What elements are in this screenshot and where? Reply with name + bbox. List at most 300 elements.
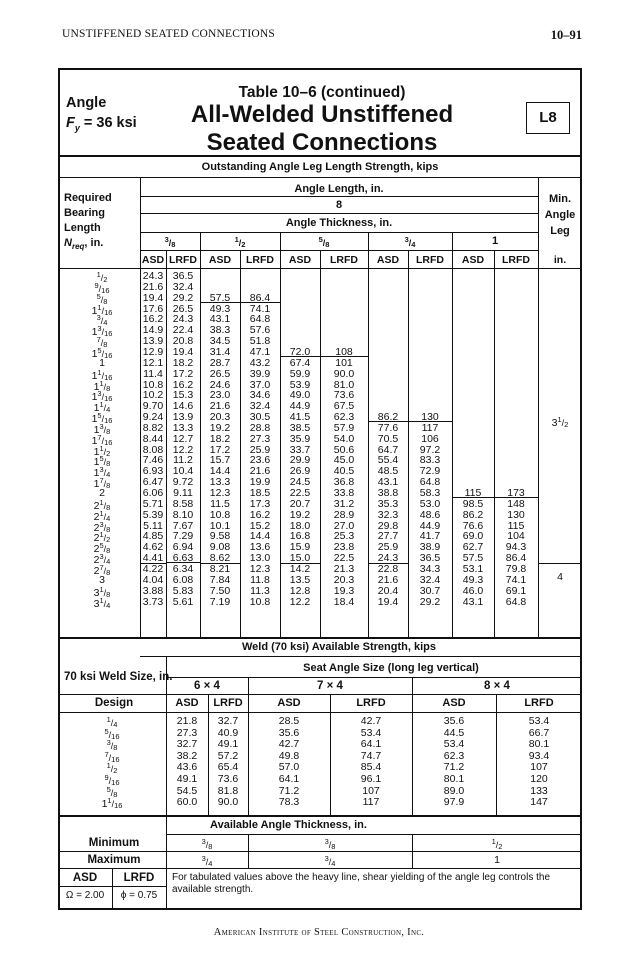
weld-cell: 49.1 (176, 773, 198, 785)
strength-cell: 13.9 (172, 411, 194, 424)
strength-cell: 8.44 (142, 432, 164, 445)
strength-cell: 27.3 (249, 432, 271, 445)
col-head-asd: ASD (461, 254, 485, 266)
max-thickness: $^3/_4$ (201, 854, 213, 868)
weld-cell: 96.1 (360, 773, 382, 785)
rule (248, 677, 249, 815)
strength-cell: 17.6 (142, 302, 164, 315)
strength-cell: 11.4 (143, 367, 163, 380)
strength-cell: 14.9 (142, 324, 164, 337)
rule (208, 694, 209, 815)
rule (280, 232, 281, 637)
weld-size: $^1/_4$ (106, 715, 118, 729)
n-value: $1^1/_2$ (93, 443, 111, 458)
strength-cell: 10.8 (142, 378, 164, 391)
strength-cell: 47.1 (249, 345, 271, 358)
weld-cell: 93.4 (528, 749, 550, 762)
rule (140, 196, 538, 197)
n-value: $1^7/_{16}$ (91, 432, 113, 447)
n-value: $1^7/_8$ (93, 476, 111, 491)
thickness-0: $^3/_8$ (164, 235, 176, 249)
rule (408, 250, 409, 637)
strength-cell: 148 (507, 497, 525, 510)
strength-cell: 21.6 (249, 465, 271, 478)
strength-cell: 48.5 (377, 465, 399, 478)
weld-cell: 32.7 (176, 738, 198, 751)
n-value: $2^3/_8$ (93, 519, 111, 534)
strength-cell: 6.63 (172, 552, 194, 565)
strength-cell: 32.3 (377, 508, 399, 521)
n-value: $1^3/_{16}$ (91, 324, 113, 339)
rule (412, 834, 413, 868)
strength-cell: 86.4 (249, 291, 271, 304)
strength-cell: 35.9 (289, 432, 311, 445)
strength-cell: 24.3 (377, 552, 399, 565)
strength-cell: 43.1 (377, 476, 399, 489)
angle-length-value: 8 (335, 199, 343, 211)
rule (58, 815, 582, 817)
strength-cell: 38.3 (209, 324, 231, 337)
min-leg-2: Angle (544, 209, 576, 221)
rule (58, 177, 582, 178)
n-value: $^5/_8$ (96, 291, 108, 306)
strength-cell: 9.08 (209, 541, 231, 554)
strength-cell: 67.4 (289, 356, 311, 369)
n-value: $1^3/_8$ (93, 421, 111, 436)
weld-cell: 43.6 (176, 761, 198, 774)
strength-cell: 12.3 (249, 562, 271, 575)
strength-cell: 13.5 (289, 573, 311, 586)
strength-cell: 32.4 (249, 400, 271, 413)
strength-cell: 74.1 (249, 302, 271, 315)
strength-cell: 11.3 (250, 584, 270, 597)
strength-cell: 6.34 (172, 562, 194, 575)
weld-cell: 89.0 (443, 784, 465, 797)
running-header: UNSTIFFENED SEATED CONNECTIONS (62, 28, 276, 40)
n-value: $1^1/_{16}$ (91, 367, 113, 382)
strength-cell: 7.29 (172, 530, 194, 543)
strength-cell: 34.5 (209, 335, 231, 348)
page-footer: American Institute of Steel Construction, Inc. (213, 927, 425, 938)
strength-cell: 20.3 (209, 411, 231, 424)
strength-cell: 9.24 (142, 411, 164, 424)
strength-cell: 43.1 (209, 313, 231, 326)
strength-cell: 54.0 (333, 432, 355, 445)
rule (58, 694, 582, 695)
strength-cell: 18.2 (172, 356, 194, 369)
strength-cell: 53.1 (462, 562, 484, 575)
strength-cell: 12.2 (172, 443, 194, 456)
weld-col-head: ASD (277, 697, 301, 709)
weld-size: $^1/_2$ (106, 761, 118, 776)
weld-cell: 38.2 (176, 749, 198, 762)
weld-cell: 73.6 (217, 773, 239, 785)
strength-cell: 86.2 (377, 411, 399, 424)
strength-cell: 7.46 (142, 454, 164, 467)
weld-col-head: LRFD (356, 697, 386, 709)
strength-cell: 64.8 (505, 595, 527, 608)
min-thickness: $^3/_8$ (201, 837, 213, 851)
min-leg-value-2: 4 (557, 570, 563, 583)
weld-cell: 107 (362, 784, 380, 797)
min-leg-unit: in. (553, 254, 567, 266)
strength-cell: 4.85 (142, 530, 164, 543)
strength-cell: 26.9 (289, 465, 311, 478)
table-title-line1: All-Welded Unstiffened (190, 101, 454, 128)
strength-cell: 14.6 (172, 400, 194, 413)
strength-cell: 17.2 (172, 367, 194, 380)
avail-thk-header: Available Angle Thickness, in. (210, 819, 367, 831)
rule (496, 694, 497, 815)
strength-cell: 8.10 (172, 508, 194, 521)
strength-cell: 10.8 (249, 595, 271, 608)
rule (58, 851, 582, 852)
col-head-lrfd: LRFD (502, 254, 530, 266)
strength-cell: 48.6 (419, 508, 441, 521)
rule (538, 563, 582, 564)
col-head-lrfd: LRFD (330, 254, 358, 266)
strength-cell: 49.3 (209, 302, 231, 315)
weld-cell: 64.1 (278, 773, 300, 785)
asd-label: ASD (72, 872, 98, 884)
n-value: $1^5/_8$ (93, 454, 111, 469)
strength-cell: 5.61 (172, 595, 194, 608)
weld-cell: 62.3 (443, 749, 465, 762)
min-thickness: $^3/_8$ (324, 837, 336, 851)
strength-cell: 38.5 (289, 421, 311, 434)
weld-cell: 42.7 (278, 738, 300, 751)
min-leg-3: Leg (550, 225, 570, 237)
strength-cell: 130 (507, 508, 525, 521)
strength-cell: 130 (421, 411, 439, 424)
strength-cell: 115 (507, 519, 525, 532)
strength-cell: 108 (335, 345, 353, 358)
rule (248, 834, 249, 868)
rule (330, 694, 331, 815)
thickness-3: $^3/_4$ (404, 235, 416, 249)
strength-cell: 21.6 (142, 280, 164, 293)
lrfd-label: LRFD (123, 872, 155, 884)
strength-cell: 13.3 (172, 421, 194, 434)
strength-cell: 8.21 (209, 562, 231, 575)
strength-cell: 12.3 (209, 487, 231, 499)
strength-cell: 30.5 (249, 411, 271, 424)
weld-col-head: ASD (175, 697, 199, 709)
weld-cell: 44.5 (443, 726, 465, 739)
n-value: $^1/_2$ (96, 270, 108, 284)
strength-cell: 22.4 (172, 324, 194, 337)
strength-cell: 7.50 (209, 584, 231, 597)
strength-cell: 57.9 (333, 421, 355, 434)
strength-cell: 44.9 (419, 519, 441, 532)
n-value: $3^1/_8$ (93, 584, 111, 599)
weld-cell: 90.0 (217, 796, 239, 809)
n-value: $1^1/_{16}$ (91, 302, 113, 317)
rule (166, 834, 582, 835)
weld-header: Weld (70 ksi) Available Strength, kips (242, 641, 436, 653)
strength-cell: 32.4 (419, 573, 441, 586)
strength-cell: 28.9 (333, 508, 355, 521)
strength-cell: 29.2 (172, 291, 194, 304)
strength-cell: 59.9 (289, 367, 311, 380)
strength-cell: 101 (335, 356, 353, 369)
thickness-1: $^1/_2$ (234, 235, 246, 249)
design-label: Design (94, 697, 134, 709)
weld-cell: 57.2 (217, 749, 239, 762)
strength-cell: 36.5 (419, 552, 441, 565)
strength-cell: 94.3 (505, 541, 527, 554)
rule (58, 868, 582, 869)
strength-cell: 13.0 (249, 552, 271, 565)
heavy-line (368, 421, 452, 422)
strength-cell: 57.6 (249, 324, 271, 337)
strength-cell: 55.4 (377, 454, 399, 467)
phi-value: ϕ = 0.75 (120, 890, 158, 901)
strength-cell: 12.7 (172, 432, 194, 445)
strength-cell: 31.2 (333, 497, 355, 510)
strength-cell: 10.4 (172, 465, 194, 478)
weld-cell: 120 (530, 773, 548, 785)
strength-cell: 86.4 (505, 552, 527, 565)
strength-cell: 30.7 (419, 584, 441, 597)
weld-cell: 28.5 (278, 715, 300, 727)
strength-cell: 10.2 (142, 389, 164, 402)
strength-cell: 117 (421, 421, 439, 434)
omega-value: Ω = 2.00 (65, 890, 105, 901)
heavy-line (200, 563, 240, 564)
strength-cell: 26.5 (172, 302, 194, 315)
strength-cell: 15.0 (289, 552, 311, 565)
col-head-asd: ASD (208, 254, 232, 266)
maximum-label: Maximum (87, 854, 141, 866)
strength-cell: 3.88 (142, 584, 164, 597)
col-head-asd: ASD (288, 254, 312, 266)
strength-cell: 106 (421, 432, 439, 445)
strength-cell: 76.6 (462, 519, 484, 532)
strength-cell: 69.1 (505, 584, 527, 597)
strength-cell: 24.6 (209, 378, 231, 391)
strength-cell: 77.6 (377, 421, 399, 434)
seat-size: 6 × 4 (194, 680, 220, 692)
strength-cell: 38.9 (419, 541, 441, 554)
strength-cell: 17.3 (249, 497, 271, 510)
strength-cell: 22.5 (289, 487, 311, 499)
table-number: Table 10–6 (continued) (238, 84, 406, 101)
weld-cell: 65.4 (217, 761, 239, 774)
strength-cell: 4.04 (142, 573, 164, 586)
strength-cell: 14.4 (209, 465, 231, 478)
rule (166, 817, 167, 910)
weld-cell: 74.7 (360, 749, 382, 762)
strength-cell: 20.8 (172, 335, 194, 348)
strength-cell: 36.8 (333, 476, 355, 489)
weld-cell: 60.0 (176, 796, 198, 809)
min-thickness: $^1/_2$ (491, 837, 503, 851)
strength-cell: 32.4 (172, 280, 194, 293)
strength-cell: 19.9 (249, 476, 271, 489)
weld-cell: 21.8 (176, 715, 198, 727)
strength-cell: 34.3 (419, 562, 441, 575)
strength-cell: 14.2 (289, 562, 311, 575)
n-value: $2^7/_8$ (93, 562, 111, 577)
n-value: $^9/_{16}$ (94, 280, 110, 295)
strength-cell: 38.8 (377, 487, 399, 499)
strength-cell: 8.62 (209, 552, 231, 565)
weld-cell: 71.2 (278, 784, 300, 797)
strength-cell: 62.3 (333, 411, 355, 424)
minimum-label: Minimum (88, 837, 140, 849)
strength-cell: 49.3 (462, 573, 484, 586)
strength-cell: 53.9 (289, 378, 311, 391)
strength-cell: 16.8 (289, 530, 311, 543)
n-value: 2 (99, 487, 105, 499)
rule (58, 155, 582, 157)
strength-cell: 33.8 (333, 487, 355, 499)
strength-cell: 6.06 (142, 487, 164, 499)
strength-cell: 23.0 (209, 389, 231, 402)
strength-cell: 40.5 (333, 465, 355, 478)
strength-cell: 10.8 (209, 508, 231, 521)
heavy-line (280, 356, 368, 357)
strength-cell: 14.4 (249, 530, 271, 543)
rule (240, 250, 241, 637)
strength-cell: 11.5 (210, 497, 230, 510)
angle-thickness-label: Angle Thickness, in. (285, 217, 393, 229)
strength-cell: 22.5 (333, 552, 355, 565)
weld-col-head: ASD (442, 697, 466, 709)
seat-size: 8 × 4 (484, 680, 510, 692)
strength-cell: 15.2 (249, 519, 271, 532)
strength-cell: 17.2 (209, 443, 231, 456)
strength-cell: 21.6 (209, 400, 231, 413)
strength-cell: 49.0 (289, 389, 311, 402)
rule (140, 213, 538, 214)
rule (200, 232, 201, 637)
weld-col-head: LRFD (524, 697, 554, 709)
strength-cell: 12.1 (142, 356, 164, 369)
note-text: For tabulated values above the heavy line, shear yielding of the angle leg controls the available strength. (172, 872, 551, 895)
thickness-2: $^5/_8$ (318, 235, 330, 249)
strength-cell: 173 (507, 487, 525, 499)
strength-cell: 64.8 (419, 476, 441, 489)
n-value: $^7/_8$ (96, 335, 108, 350)
rule (368, 232, 369, 637)
weld-cell: 53.4 (528, 715, 550, 727)
rule (166, 250, 167, 637)
weld-cell: 107 (530, 761, 548, 774)
strength-cell: 13.3 (209, 476, 231, 489)
n-value: $2^5/_8$ (93, 541, 111, 556)
strength-cell: 13.6 (249, 541, 271, 554)
strength-cell: 18.4 (333, 595, 355, 608)
strength-cell: 21.6 (377, 573, 399, 586)
strength-cell: 8.08 (142, 443, 164, 456)
strength-cell: 25.9 (377, 541, 399, 554)
strength-cell: 115 (464, 487, 482, 499)
strength-cell: 46.0 (462, 584, 484, 597)
heavy-line (166, 562, 200, 563)
n-value: $^3/_4$ (96, 313, 108, 328)
weld-cell: 147 (530, 796, 548, 809)
strength-cell: 90.0 (333, 367, 355, 380)
heavy-line (452, 497, 538, 498)
strength-cell: 8.82 (142, 421, 164, 434)
weld-cell: 57.0 (278, 761, 300, 774)
strength-cell: 18.0 (289, 519, 311, 532)
strength-cell: 43.2 (249, 356, 271, 369)
heavy-line (368, 563, 408, 564)
strength-cell: 39.9 (249, 367, 271, 380)
n-value: $1^5/_{16}$ (91, 345, 113, 360)
weld-cell: 32.7 (217, 715, 239, 727)
strength-cell: 24.3 (172, 313, 194, 326)
rule (412, 677, 413, 815)
strength-cell: 19.2 (289, 508, 311, 521)
strength-cell: 98.5 (462, 497, 484, 510)
strength-cell: 11.2 (173, 454, 193, 467)
strength-cell: 7.84 (209, 573, 231, 586)
req-label-3: Length (64, 222, 101, 234)
weld-cell: 81.8 (217, 784, 239, 797)
n-value: 3 (99, 573, 105, 586)
strength-cell: 15.7 (209, 454, 231, 467)
strength-cell: 27.0 (333, 519, 355, 532)
weld-size: $^7/_{16}$ (104, 749, 120, 764)
strength-cell: 12.9 (142, 345, 164, 358)
weld-cell: 85.4 (360, 761, 382, 774)
strength-cell: 6.47 (142, 476, 164, 489)
strength-cell: 9.72 (172, 476, 194, 489)
strength-cell: 83.3 (419, 454, 441, 467)
weld-cell: 133 (530, 784, 548, 797)
weld-cell: 64.1 (360, 738, 382, 751)
n-value: $2^3/_4$ (93, 552, 111, 567)
strength-cell: 6.08 (172, 573, 194, 586)
strength-cell: 15.9 (289, 541, 311, 554)
weld-cell: 97.9 (443, 796, 465, 809)
strength-cell: 26.5 (209, 367, 231, 380)
weld-col-head: LRFD (213, 697, 243, 709)
strength-cell: 25.3 (333, 530, 355, 543)
strength-cell: 9.11 (173, 487, 193, 499)
strength-cell: 24.5 (289, 476, 311, 489)
strength-cell: 25.9 (249, 443, 271, 456)
strength-cell: 29.2 (419, 595, 441, 608)
strength-cell: 62.7 (462, 541, 484, 554)
req-label-1: Required (64, 192, 112, 204)
n-value: $1^1/_8$ (93, 378, 111, 393)
n-value: $1^5/_{16}$ (91, 411, 113, 426)
weld-cell: 35.6 (278, 726, 300, 739)
n-value: $2^1/_4$ (93, 508, 111, 523)
col-head-asd: ASD (141, 254, 165, 266)
heavy-line (140, 563, 166, 564)
rule (112, 868, 113, 910)
strength-cell: 9.58 (209, 530, 231, 543)
n-value: $2^1/_2$ (93, 530, 111, 545)
strength-cell: 4.41 (142, 552, 164, 565)
strength-cell: 5.11 (143, 519, 163, 532)
max-thickness: $^3/_4$ (324, 854, 336, 868)
min-leg-1: Min. (549, 193, 571, 205)
angle-label: Angle (66, 95, 107, 111)
col-head-asd: ASD (376, 254, 400, 266)
rule (140, 177, 141, 637)
strength-cell: 18.5 (249, 487, 271, 499)
strength-cell: 64.8 (249, 313, 271, 326)
strength-cell: 16.2 (249, 508, 271, 521)
strength-cell: 19.4 (142, 291, 164, 304)
